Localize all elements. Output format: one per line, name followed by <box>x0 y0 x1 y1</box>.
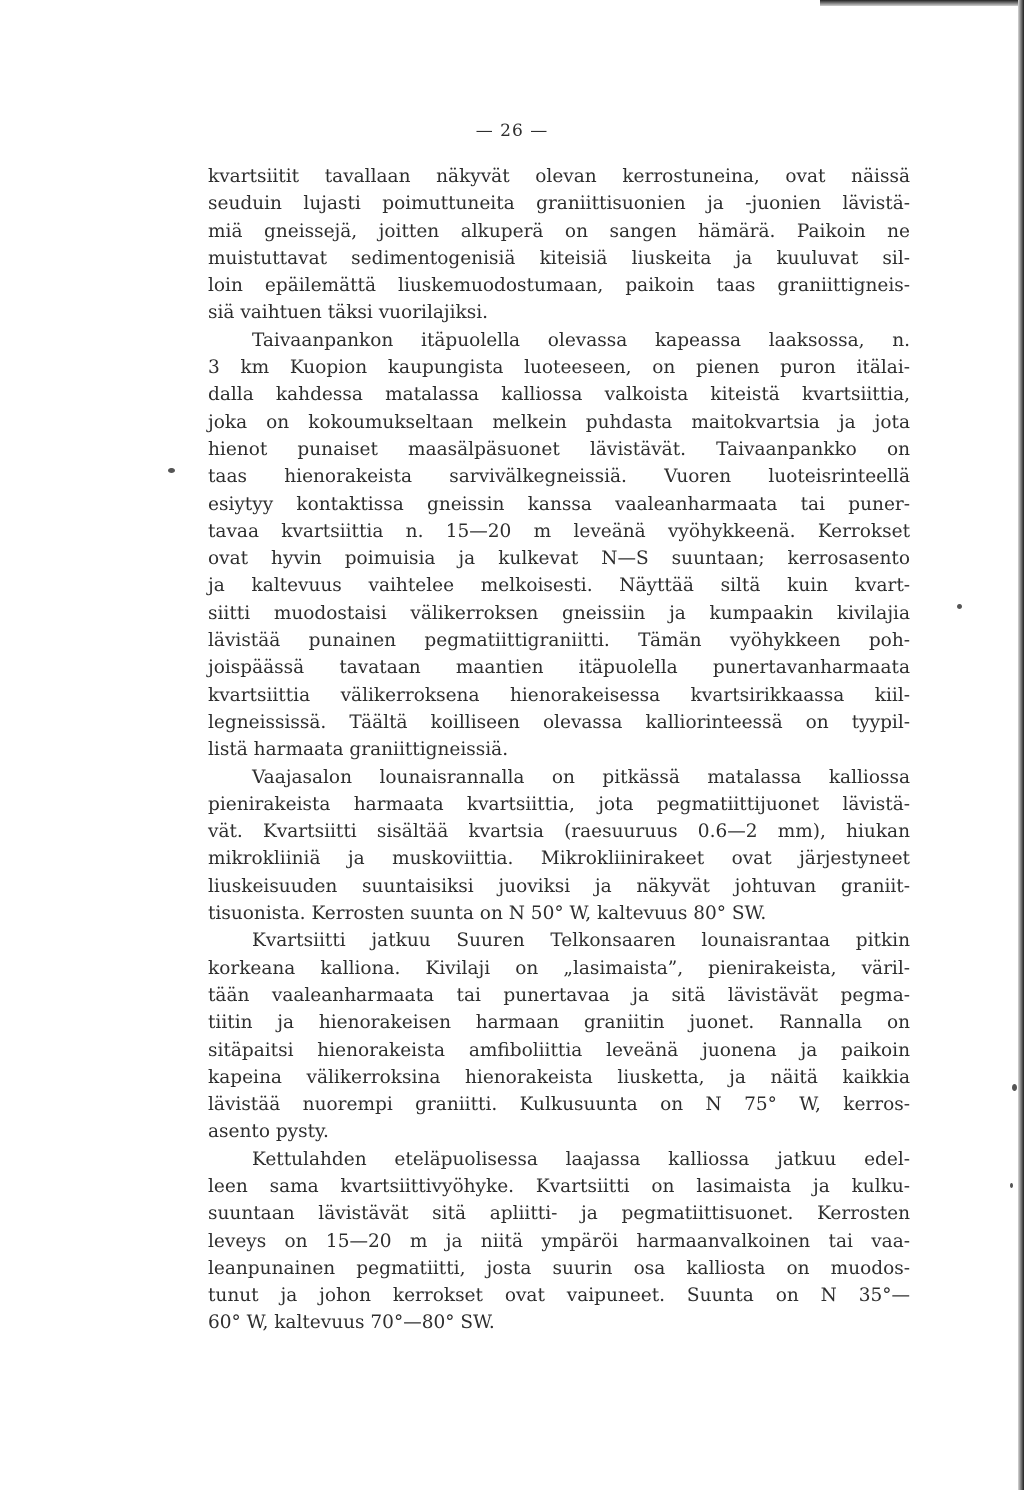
scan-speck <box>168 468 175 473</box>
text-line: 3 km Kuopion kaupungista luoteeseen, on pienen puron itälai- <box>208 357 910 379</box>
text-line: Kvartsiitti jatkuu Suuren Telkonsaaren lounaisrantaa pitkin <box>252 930 910 952</box>
text-line: ovat hyvin poimuisia ja kulkevat N—S suuntaan; kerrosasento <box>208 548 910 570</box>
text-line: esiytyy kontaktissa gneissin kanssa vaaleanharmaata tai puner- <box>208 493 910 515</box>
text-line: dalla kahdessa matalassa kalliossa valkoista kiteistä kvartsiittia, <box>208 384 910 406</box>
text-line: loin epäilemättä liuskemuodostumaan, paikoin taas graniittigneis- <box>208 275 910 297</box>
text-line: mikrokliiniä ja muskoviittia. Mikrokliinirakeet ovat järjestyneet <box>208 848 910 870</box>
scan-speck <box>1012 1084 1017 1091</box>
scan-border-top <box>820 0 1024 6</box>
scan-border-right <box>1018 0 1024 1490</box>
text-line: kapeina välikerroksina hienorakeista liusketta, ja näitä kaikkia <box>208 1066 910 1088</box>
text-line: Kettulahden eteläpuolisessa laajassa kalliossa jatkuu edel- <box>252 1148 910 1170</box>
text-line: listä harmaata graniittigneissiä. <box>208 739 509 761</box>
text-line: leen sama kvartsiittivyöhyke. Kvartsiitti on lasimaista ja kulku- <box>208 1175 910 1197</box>
text-line: leanpunainen pegmatiitti, josta suurin osa kalliosta on muodos- <box>208 1257 910 1279</box>
text-line: kvartsiitit tavallaan näkyvät olevan kerrostuneina, ovat näissä <box>208 166 910 187</box>
text-line: tisuonista. Kerrosten suunta on N 50° W, kaltevuus 80° SW. <box>208 903 767 925</box>
text-line: miä gneissejä, joitten alkuperä on sangen hämärä. Paikoin ne <box>208 220 910 242</box>
text-line: lävistää nuorempi graniitti. Kulkusuunta on N 75° W, kerros- <box>208 1094 910 1116</box>
text-line: lävistää punainen pegmatiittigraniitti. Tämän vyöhykkeen poh- <box>208 630 910 652</box>
text-line: tään vaaleanharmaata tai punertavaa ja sitä lävistävät pegma- <box>208 984 910 1006</box>
text-line: taas hienorakeista sarvivälkegneissiä. Vuoren luoteisrinteellä <box>208 466 910 488</box>
text-line: liuskeisuuden suuntaisiksi juoviksi ja näkyvät johtuvan graniit- <box>208 875 910 897</box>
text-line: siä vaihtuen täksi vuorilajiksi. <box>208 302 489 324</box>
text-line: sitäpaitsi hienorakeista amfiboliittia leveänä juonena ja paikoin <box>208 1039 910 1061</box>
page-number: — 26 — <box>475 121 549 141</box>
body-text <box>208 163 910 1337</box>
text-line: kvartsiittia välikerroksena hienorakeisessa kvartsirikkaassa kiil- <box>208 684 910 706</box>
scan-speck <box>1010 1183 1013 1188</box>
text-line: 60° W, kaltevuus 70°—80° SW. <box>208 1312 495 1334</box>
text-line: tavaa kvartsiittia n. 15—20 m leveänä vyöhykkeenä. Kerrokset <box>208 520 910 542</box>
text-line: tunut ja johon kerrokset ovat vaipuneet. Suunta on N 35°— <box>208 1285 910 1307</box>
scan-speck <box>957 604 962 609</box>
text-line: muistuttavat sedimentogenisiä kiteisiä liuskeita ja kuuluvat sil- <box>208 247 910 269</box>
text-line: Taivaanpankon itäpuolella olevassa kapeassa laaksossa, n. <box>252 329 910 351</box>
text-line: joispäässä tavataan maantien itäpuolella punertavanharmaata <box>208 657 910 679</box>
text-line: joka on kokoumukseltaan melkein puhdasta maitokvartsia ja jota <box>208 411 910 433</box>
text-line: Vaajasalon lounaisrannalla on pitkässä matalassa kalliossa <box>252 766 910 788</box>
text-line: korkeana kalliona. Kivilaji on „lasimaista”, pienirakeista, väril- <box>208 957 910 979</box>
text-line: siitti muodostaisi välikerroksen gneissiin ja kumpaakin kivilajia <box>208 602 910 624</box>
text-line: leveys on 15—20 m ja niitä ympäröi harmaanvalkoinen tai vaa- <box>208 1230 910 1252</box>
text-line: pienirakeista harmaata kvartsiittia, jota pegmatiittijuonet lävistä- <box>208 793 910 815</box>
text-line: legneississä. Täältä koilliseen olevassa kalliorinteessä on tyypil- <box>208 711 910 733</box>
text-line: tiitin ja hienorakeisen harmaan graniitin juonet. Rannalla on <box>208 1012 910 1034</box>
text-line: ja kaltevuus vaihtelee melkoisesti. Näyttää siltä kuin kvart- <box>208 575 910 597</box>
text-line: seuduin lujasti poimuttuneita graniittisuonien ja -juonien lävistä- <box>208 193 910 215</box>
text-line: vät. Kvartsiitti sisältää kvartsia (raesuuruus 0.6—2 mm), hiukan <box>208 821 910 843</box>
text-line: suuntaan lävistävät sitä apliitti- ja pegmatiittisuonet. Kerrosten <box>208 1203 910 1225</box>
text-line: asento pysty. <box>208 1121 329 1143</box>
text-line: hienot punaiset maasälpäsuonet lävistävät. Taivaanpankko on <box>208 438 910 460</box>
